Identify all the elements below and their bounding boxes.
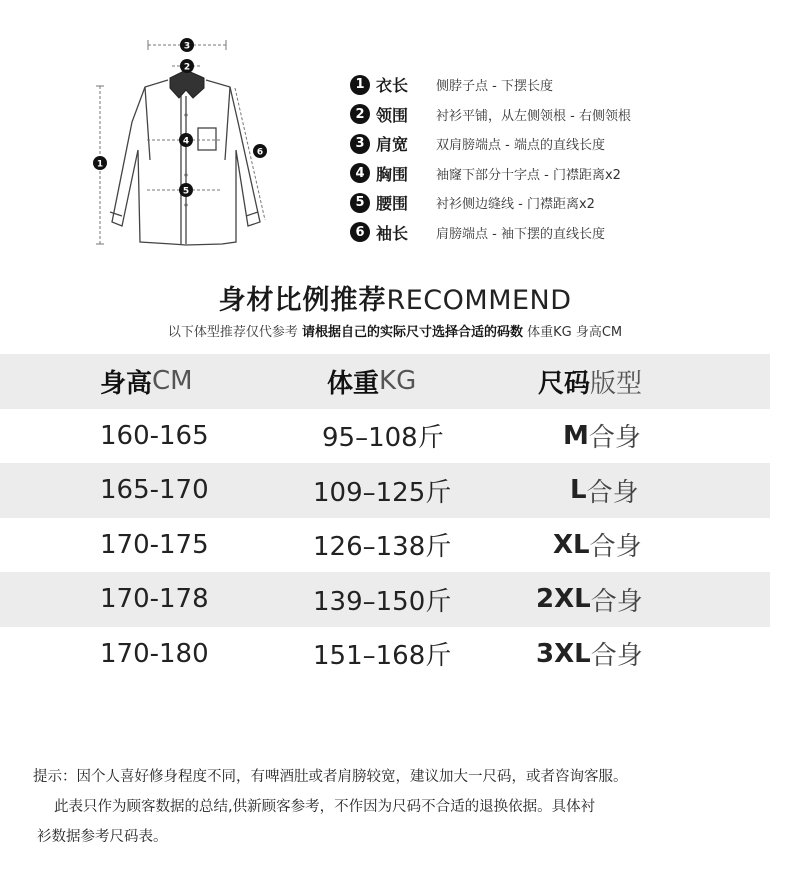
header-weight: 体重 KG [327,366,417,399]
legend-desc: 肩膀端点 - 袖下摆的直线长度 [436,226,605,242]
legend-item [350,100,631,130]
svg-text:1: 1 [96,159,104,170]
subtitle-part1: 以下体型推荐仅代参考 [167,325,302,340]
svg-text:2: 2 [183,62,191,73]
cell-height: 170-175 [100,529,209,560]
number-badge: 1 [350,75,370,95]
table-row [0,463,770,518]
subtitle-strong: 请根据自己的实际尺寸选择合适的码数 [301,325,523,340]
table-row [0,627,770,682]
legend-desc: 衬衫侧边缝线 - 门襟距离x2 [436,197,595,213]
svg-text:5: 5 [182,186,190,197]
legend-desc: 衬衫平铺，从左侧领根 - 右侧领根 [436,108,631,124]
note-line: 提示：因个人喜好修身程度不同，有啤酒肚或者肩膀较宽，建议加大一尺码，或者咨询客服。 [33,769,628,785]
notes [33,762,763,852]
legend-name: 胸围 [376,164,409,184]
note-line: 此表只作为顾客数据的总结,供新顾客参考，不作因为尺码不合适的退换依据。具体衬 [54,799,596,815]
subtitle-part2: 体重KG 身高CM [522,325,623,340]
svg-text:6: 6 [256,147,264,158]
cell-size: 3XL 合身 [536,638,643,672]
table-row [0,409,770,464]
shirt-measurement-diagram [80,30,290,255]
cell-weight: 95–108斤 [322,423,444,454]
table-header-row [0,354,770,409]
table-row [0,572,770,627]
legend-item [350,218,631,248]
number-badge: 2 [350,104,370,124]
size-table [0,354,770,681]
legend-desc: 双肩膀端点 - 端点的直线长度 [436,138,605,154]
cell-weight: 151–168斤 [313,641,452,672]
cell-weight: 139–150斤 [313,586,452,617]
table-row [0,518,770,573]
title-cn: 身材比例推荐 [218,285,387,316]
cell-height: 170-178 [100,584,209,615]
svg-text:3: 3 [183,41,191,52]
cell-height: 160-165 [100,420,209,451]
note-line: 衫数据参考尺码表。 [37,829,168,845]
legend-item [350,159,631,189]
cell-weight: 126–138斤 [313,532,452,563]
svg-text:4: 4 [182,136,190,147]
cell-size: M 合身 [563,420,641,454]
measurement-legend [350,70,631,247]
legend-name: 腰围 [376,194,409,214]
number-badge: 5 [350,193,370,213]
number-badge: 6 [350,222,370,242]
cell-weight: 109–125斤 [313,477,452,508]
legend-item [350,188,631,218]
legend-name: 肩宽 [376,135,409,155]
cell-height: 170-180 [100,638,209,669]
section-title [0,278,790,317]
title-en: RECOMMEND [386,285,572,316]
legend-item [350,70,631,100]
cell-size: XL 合身 [553,529,642,563]
legend-desc: 侧脖子点 - 下摆长度 [436,79,553,95]
number-badge: 4 [350,163,370,183]
legend-name: 袖长 [376,223,409,243]
legend-name: 衣长 [376,76,409,96]
subtitle [0,321,790,340]
legend-item [350,129,631,159]
cell-size: 2XL 合身 [536,584,643,617]
number-badge: 3 [350,134,370,154]
cell-height: 165-170 [100,475,209,506]
cell-size: L 合身 [570,475,639,508]
header-size: 尺码 版型 [538,368,643,399]
legend-desc: 袖窿下部分十字点 - 门襟距离x2 [436,167,621,183]
legend-name: 领围 [376,105,409,125]
header-height: 身高 CM [100,366,193,399]
shirt-illustration [80,30,290,255]
